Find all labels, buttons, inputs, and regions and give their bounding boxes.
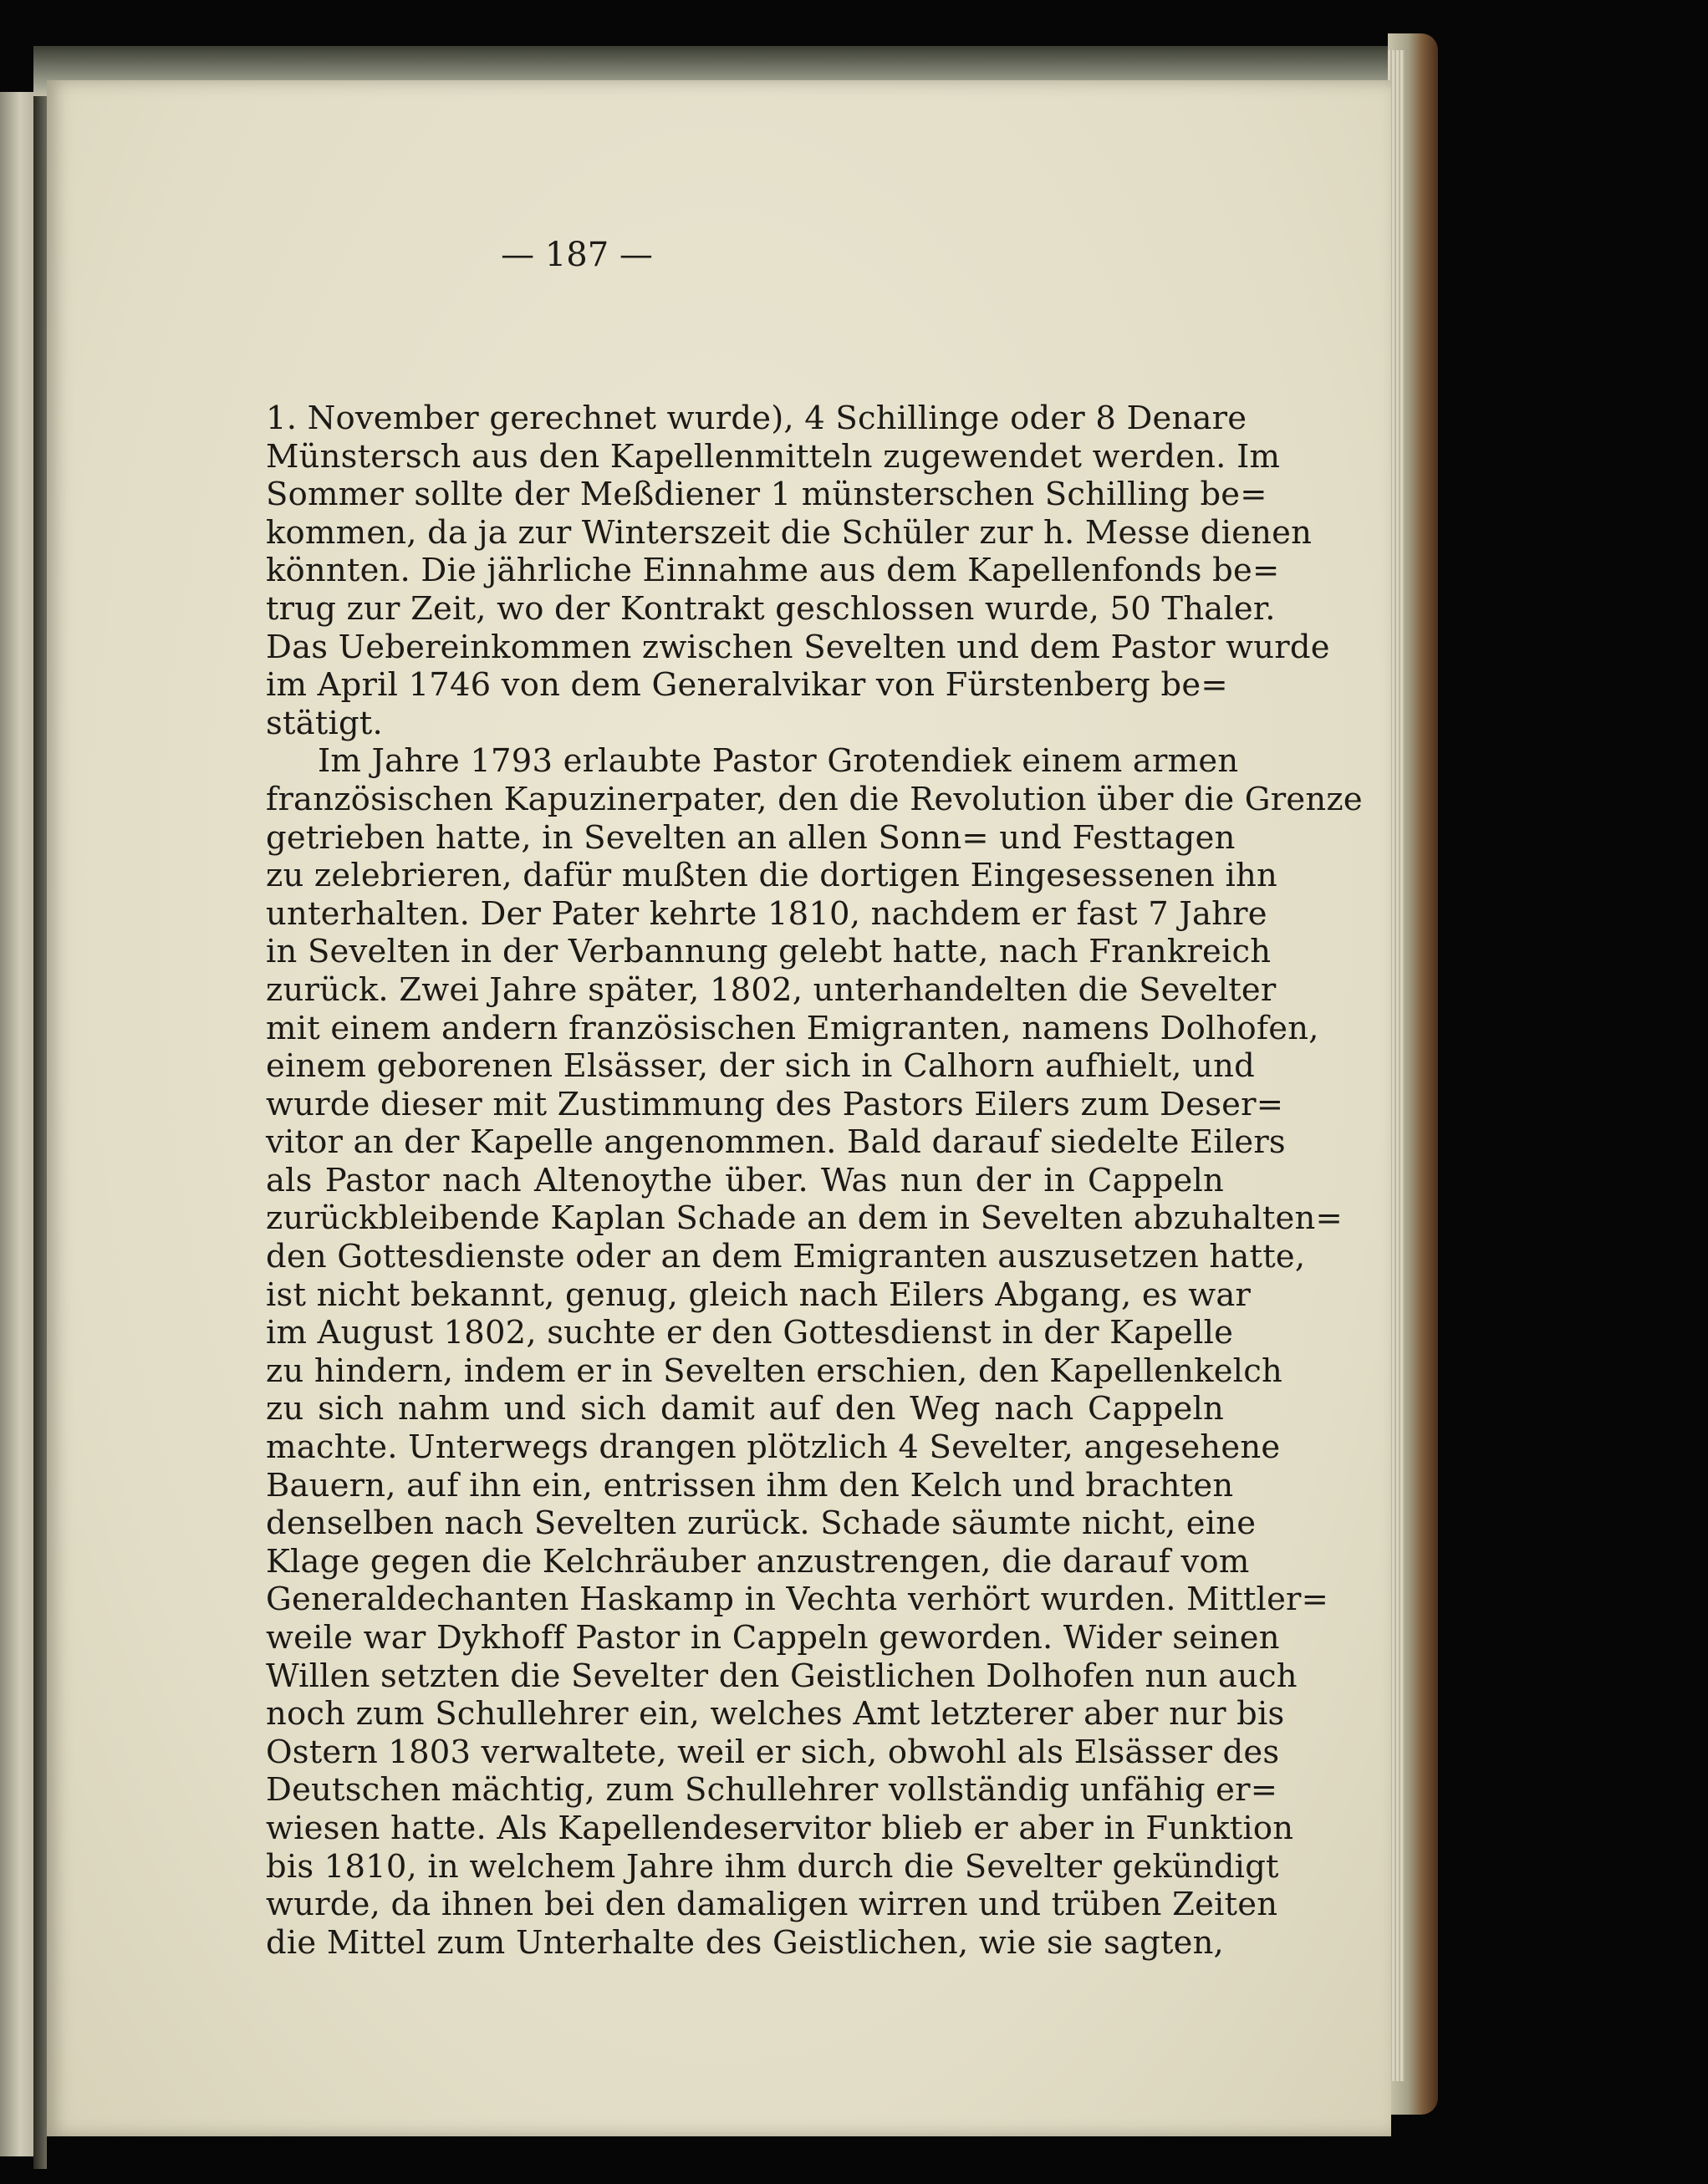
text-line: zu zelebrieren, dafür mußten die dortigen Eingesessenen ihn bbox=[266, 857, 1277, 895]
text-line: unterhalten. Der Pater kehrte 1810, nachdem er fast 7 Jahre bbox=[266, 894, 1267, 933]
left-page-edge bbox=[0, 92, 33, 2156]
text-line: Deutschen mächtig, zum Schullehrer vollständig unfähig er= bbox=[266, 1771, 1278, 1810]
text-line: Willen setzten die Sevelter den Geistlichen Dolhofen nun auch bbox=[266, 1657, 1298, 1695]
text-line: zu sich nahm und sich damit auf den Weg nach Cappeln bbox=[266, 1390, 1224, 1428]
text-line: den Gottesdienste oder an dem Emigranten auszusetzen hatte, bbox=[266, 1238, 1306, 1276]
text-line: ist nicht bekannt, genug, gleich nach Eilers Abgang, es war bbox=[266, 1275, 1252, 1314]
text-line: zurückbleibende Kaplan Schade an dem in Sevelten abzuhalten= bbox=[266, 1199, 1343, 1238]
book-gutter bbox=[33, 79, 47, 2169]
text-line: wurde, da ihnen bei den damaligen wirren und trüben Zeiten bbox=[266, 1886, 1278, 1924]
page-number: — 187 — bbox=[501, 236, 653, 274]
text-line: Sommer sollte der Meßdiener 1 münsterschen Schilling be= bbox=[266, 476, 1267, 514]
text-line: Münstersch aus den Kapellenmitteln zugewendet werden. Im bbox=[266, 437, 1281, 476]
text-line: Klage gegen die Kelchräuber anzustrengen, die darauf vom bbox=[266, 1542, 1250, 1581]
text-line: stätigt. bbox=[266, 704, 383, 742]
text-line: 1. November gerechnet wurde), 4 Schillinge oder 8 Denare bbox=[266, 400, 1247, 437]
text-line: machte. Unterwegs drangen plötzlich 4 Sevelter, angesehene bbox=[266, 1428, 1281, 1467]
text-line: noch zum Schullehrer ein, welches Amt letzterer aber nur bis bbox=[266, 1695, 1285, 1733]
text-line: einem geborenen Elsässer, der sich in Calhorn aufhielt, und bbox=[266, 1047, 1255, 1086]
text-line: im August 1802, suchte er den Gottesdienst in der Kapelle bbox=[266, 1314, 1234, 1352]
body-text bbox=[266, 400, 1363, 1962]
text-line: kommen, da ja zur Winterszeit die Schüler zur h. Messe dienen bbox=[266, 513, 1313, 552]
text-line: im April 1746 von dem Generalvikar von Fürstenberg be= bbox=[266, 666, 1228, 705]
text-line: trug zur Zeit, wo der Kontrakt geschlossen wurde, 50 Thaler. bbox=[266, 589, 1276, 628]
text-line: getrieben hatte, in Sevelten an allen Sonn= und Festtagen bbox=[266, 818, 1236, 857]
text-line: Im Jahre 1793 erlaubte Pastor Grotendiek einem armen bbox=[318, 742, 1239, 781]
text-line: Generaldechanten Haskamp in Vechta verhört wurden. Mittler= bbox=[266, 1581, 1329, 1619]
text-line: wurde dieser mit Zustimmung des Pastors Eilers zum Deser= bbox=[266, 1085, 1284, 1123]
text-line: könnten. Die jährliche Einnahme aus dem Kapellenfonds be= bbox=[266, 552, 1280, 590]
text-line: denselben nach Sevelten zurück. Schade säumte nicht, eine bbox=[266, 1504, 1257, 1543]
text-line: Das Uebereinkommen zwischen Sevelten und dem Pastor wurde bbox=[266, 628, 1330, 666]
text-line: bis 1810, in welchem Jahre ihm durch die Sevelter gekündigt bbox=[266, 1847, 1279, 1886]
book-page bbox=[47, 80, 1391, 2136]
text-line: weile war Dykhoff Pastor in Cappeln geworden. Wider seinen bbox=[266, 1619, 1280, 1657]
text-line: Bauern, auf ihn ein, entrissen ihm den Kelch und brachten bbox=[266, 1466, 1234, 1504]
text-line: vitor an der Kapelle angenommen. Bald darauf siedelte Eilers bbox=[266, 1123, 1286, 1162]
text-line: zu hindern, indem er in Sevelten erschien, den Kapellenkelch bbox=[266, 1352, 1282, 1390]
text-line: mit einem andern französischen Emigranten, namens Dolhofen, bbox=[266, 1009, 1319, 1047]
text-line: wiesen hatte. Als Kapellendeservitor blieb er aber in Funktion bbox=[266, 1809, 1294, 1847]
text-line: zurück. Zwei Jahre später, 1802, unterhandelten die Sevelter bbox=[266, 970, 1277, 1009]
text-line: als Pastor nach Altenoythe über. Was nun der in Cappeln bbox=[266, 1161, 1224, 1199]
text-line: die Mittel zum Unterhalte des Geistlichen, wie sie sagten, bbox=[266, 1923, 1224, 1962]
text-line: Ostern 1803 verwaltete, weil er sich, obwohl als Elsässer des bbox=[266, 1733, 1280, 1771]
text-line: in Sevelten in der Verbannung gelebt hatte, nach Frankreich bbox=[266, 933, 1272, 971]
text-line: französischen Kapuzinerpater, den die Revolution über die Grenze bbox=[266, 780, 1363, 818]
